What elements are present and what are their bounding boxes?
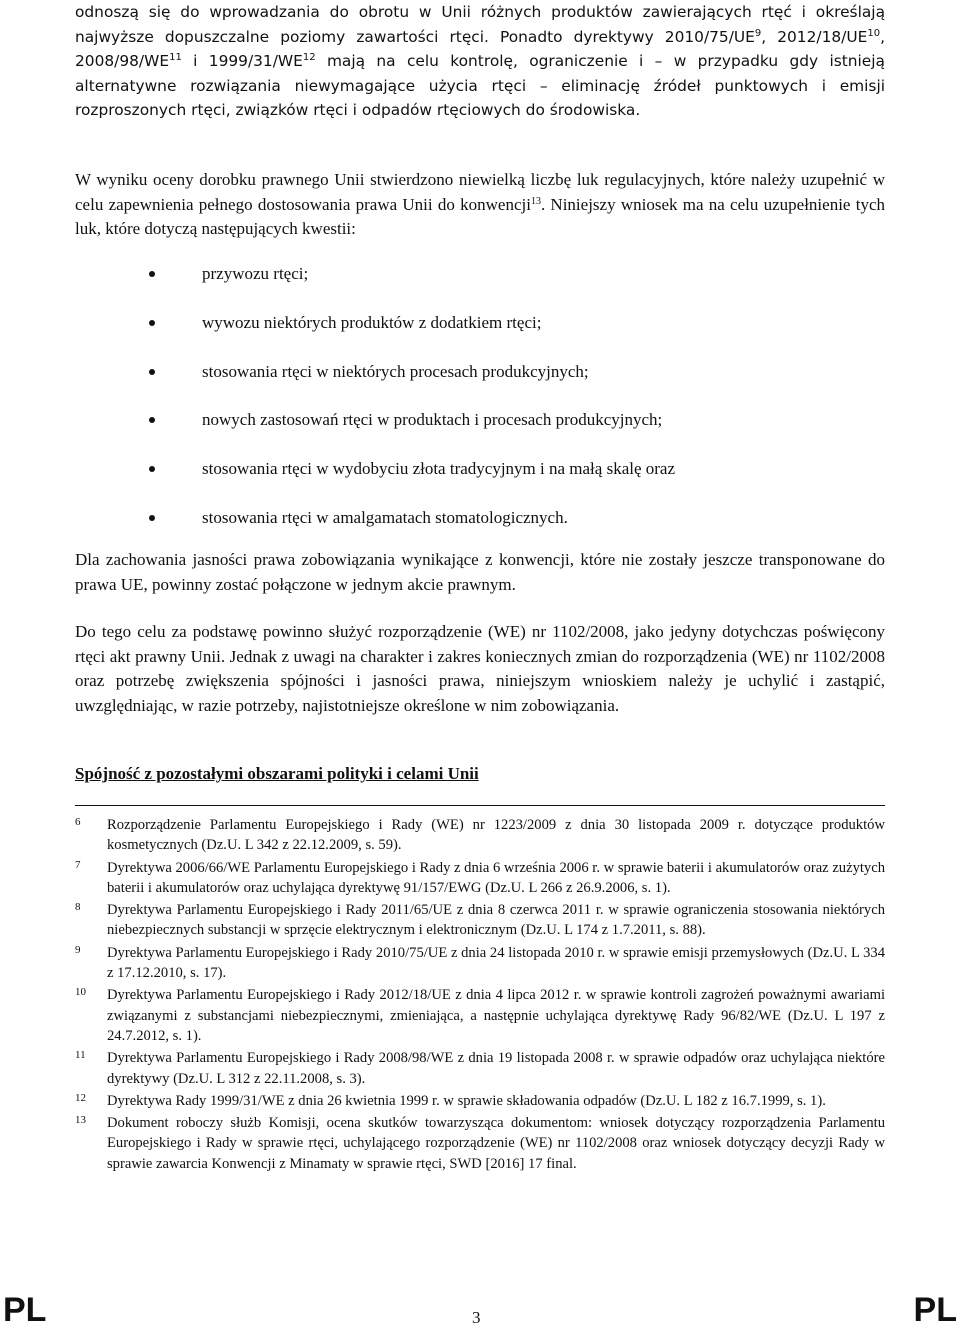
footnote-number: 12 (75, 1091, 86, 1104)
footnote-ref-11[interactable]: 11 (169, 52, 182, 63)
footnote-number: 10 (75, 986, 86, 999)
footnote: 13 Dokument roboczy służb Komisji, ocena skutków towarzysząca dokumentom: wniosek dotyczący rozporządzenia Parlamentu Europejskiego i Rady w sprawie rtęci, uchylającego rozporządzenie (WE) nr 1102/2008 oraz wniosek dotyczący decyzji Rady w sprawie zawarcia Konwencji z Minamaty w sprawie rtęci, SWD [2016] 17 final. (75, 1113, 885, 1174)
footnote-number: 13 (75, 1114, 86, 1127)
list-item: wywozu niektórych produktów z dodatkiem rtęci; (148, 311, 888, 360)
section-heading: Spójność z pozostałymi obszarami polityki i celami Unii (75, 764, 479, 783)
footnote-ref-12[interactable]: 12 (302, 52, 316, 63)
bullet-icon (149, 515, 155, 521)
footnote-ref-13[interactable]: 13 (530, 195, 541, 207)
list-item: przywozu rtęci; (148, 262, 888, 311)
bullet-icon (149, 369, 155, 375)
footnote: 11 Dyrektywa Parlamentu Europejskiego i Rady 2008/98/WE z dnia 19 listopada 2008 r. w sprawie odpadów oraz uchylająca niektóre dyrektywy (Dz.U. L 312 z 22.11.2008, s. 3). (75, 1048, 885, 1089)
bullet-icon (149, 271, 155, 277)
footnote: 7 Dyrektywa 2006/66/WE Parlamentu Europejskiego i Rady z dnia 6 września 2006 r. w sprawie baterii i akumulatorów oraz zużytych baterii i akumulatorów oraz uchylająca dyrektywę 91/157/EWG (Dz.U. L 266 z 26.9.2006, s. 1). (75, 858, 885, 899)
bullet-icon (149, 417, 155, 423)
page-number: 3 (472, 1308, 481, 1327)
list-item: nowych zastosowań rtęci w produktach i procesach produkcyjnych; (148, 408, 888, 457)
footnote-number: 6 (75, 816, 81, 828)
bullet-list (148, 262, 888, 555)
footnote-number: 11 (75, 1049, 86, 1062)
list-item: stosowania rtęci w wydobyciu złota tradycyjnym i na małą skalę oraz (148, 457, 888, 506)
footnote: 12 Dyrektywa Rady 1999/31/WE z dnia 26 kwietnia 1999 r. w sprawie składowania odpadów (Dz.U. L 182 z 16.7.1999, s. 1). (75, 1091, 885, 1111)
paragraph-3: Dla zachowania jasności prawa zobowiązania wynikające z konwencji, które nie zostały jeszcze transponowane do prawa UE, powinny zostać połączone w jednym akcie prawnym. (75, 550, 885, 594)
footer-language-code-right: PL (913, 1291, 957, 1329)
footnote-number: 7 (75, 858, 81, 871)
footnote: 9 Dyrektywa Parlamentu Europejskiego i Rady 2010/75/UE z dnia 24 listopada 2010 r. w sprawie emisji przemysłowych (Dz.U. L 334 z 17.12.2010, s. 17). (75, 943, 885, 984)
footnote: 10 Dyrektywa Parlamentu Europejskiego i Rady 2012/18/UE z dnia 4 lipca 2012 r. w sprawie kontroli zagrożeń poważnymi awariami związanymi z substancjami niebezpiecznymi, zmieniająca, a następnie uchylająca dyrektywę Rady 96/82/WE (Dz.U. L 197 z 24.7.2012, s. 1). (75, 985, 885, 1046)
footer-language-code-left: PL (3, 1291, 47, 1329)
bullet-icon (149, 466, 155, 472)
footnote: 6 Rozporządzenie Parlamentu Europejskiego i Rady (WE) nr 1223/2009 z dnia 30 listopada 2009 r. dotyczące produktów kosmetycznych (Dz.U. L 342 z 22.12.2009, s. 59). (75, 815, 885, 856)
footnote-ref-10[interactable]: 10 (867, 27, 881, 39)
footnote: 8 Dyrektywa Parlamentu Europejskiego i Rady 2011/65/UE z dnia 8 czerwca 2011 r. w sprawie ograniczenia stosowania niektórych niebezpiecznych substancji w sprzęcie elektrycznym i elektronicznym (Dz.U. L 174 z 1.7.2011, s. 88). (75, 900, 885, 941)
footnote-number: 9 (75, 943, 81, 956)
list-item: stosowania rtęci w amalgamatach stomatologicznych. (148, 506, 888, 555)
paragraph-4: Do tego celu za podstawę powinno służyć rozporządzenie (WE) nr 1102/2008, jako jedyny dotychczas poświęcony rtęci akt prawny Unii. Jednak z uwagi na charakter i zakres koniecznych zmian do rozporządzenia (WE) nr 1102/2008 oraz potrzebę zwiększenia spójności i jasności prawa, niniejszym wnioskiem należy je uchylić i zastąpić, uwzględniając, w razie potrzeby, najistotniejsze określone w nim zobowiązania. (75, 622, 885, 715)
footnotes-list (75, 815, 885, 1176)
footnote-separator (75, 805, 885, 806)
footnote-number: 8 (75, 901, 81, 914)
paragraph-2: W wyniku oceny dorobku prawnego Unii stwierdzono niewielką liczbę luk regulacyjnych, które należy uzupełnić w celu zapewnienia pełnego dostosowania prawa Unii do konwencji$^{13}$. Niniejszy wniosek ma na celu uzupełnienie tych luk, które dotyczą następujących kwestii: (75, 170, 885, 238)
paragraph-1: odnoszą się do wprowadzania do obrotu w Unii różnych produktów zawierających rtęć i określają najwyższe dopuszczalne poziomy zawartości rtęci. Ponadto dyrektywy $2010/75/UE^9$, 2012/18/UE$^{10}$, 2008/98/WE$^{11}$ i 1999/31/WE$^{12}$ mają na celu kontrolę, ograniczenie i – w przypadku gdy istnieją alternatywne rozwiązania niewymagające użycia rtęci – eliminację źródeł punktowych i emisji rozproszonych rtęci, związków rtęci i odpadów rtęciowych do środowiska. (75, 3, 885, 119)
list-item: stosowania rtęci w niektórych procesach produkcyjnych; (148, 360, 888, 409)
bullet-icon (149, 320, 155, 326)
footnote-ref-9[interactable]: 9 (754, 27, 762, 39)
